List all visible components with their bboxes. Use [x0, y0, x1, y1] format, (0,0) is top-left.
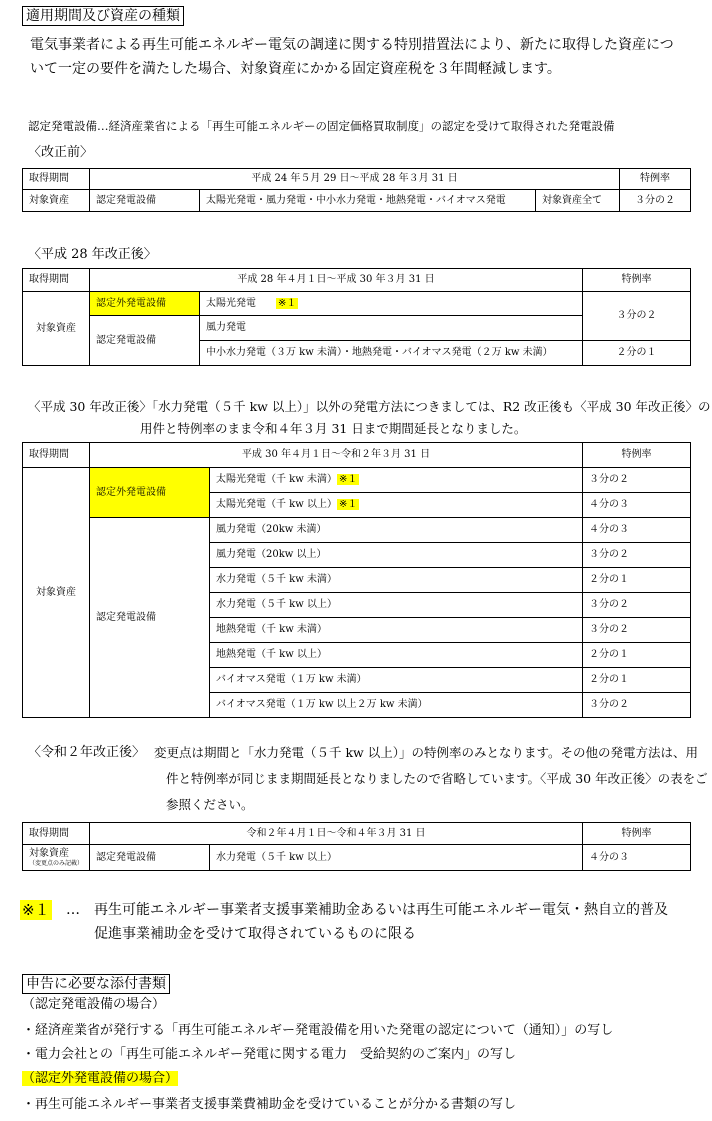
kind-cell: 風力発電 — [200, 316, 583, 341]
non-certified-heading-text: （認定外発電設備の場合） — [22, 1071, 179, 1086]
period-cell: 平成 30 年４月１日〜令和２年３月 31 日 — [90, 443, 583, 468]
non-certified-heading — [22, 1070, 178, 1088]
period-cell: 平成 24 年５月 29 日〜平成 28 年３月 31 日 — [90, 169, 620, 190]
row-header-period: 取得期間 — [23, 823, 90, 845]
note-dots: … — [66, 902, 80, 918]
definition-text: 認定発電設備…経済産業省による「再生可能エネルギーの固定価格買取制度」の認定を受けて取得された発電設備 — [28, 119, 615, 133]
row-header-period: 取得期間 — [23, 269, 90, 292]
note-marker: ※１ — [338, 499, 358, 510]
table-h28-revision — [22, 268, 691, 366]
table2-heading: 〈平成 28 年改正後〉 — [28, 247, 157, 262]
note-line-2: 促進事業補助金を受けて取得されているものに限る — [94, 926, 416, 942]
target-asset-cell: 対象資産 — [23, 468, 90, 718]
row-header-period: 取得期間 — [23, 443, 90, 468]
target-asset-cell: 対象資産 — [23, 292, 90, 366]
rate-cell: ３分の２ — [583, 468, 691, 493]
facility-non-certified-cell: 認定外発電設備 — [90, 468, 210, 518]
table3-heading: 〈平成 30 年改正後〉「水力発電（５千 kw 以上）」以外の発電方法につきましては、R2 改正後も〈平成 30 年改正後〉の — [28, 399, 711, 414]
table1-heading: 〈改正前〉 — [28, 145, 94, 160]
table4-heading: 〈令和２年改正後〉 — [28, 745, 146, 760]
note-marker: ※１ — [338, 474, 358, 485]
certified-heading: （認定発電設備の場合） — [22, 997, 166, 1012]
note-line-1: 再生可能エネルギー事業者支援事業補助金あるいは再生可能エネルギー電気・熱自立的普及 — [94, 902, 668, 918]
kinds-cell: 太陽光発電・風力発電・中小水力発電・地熱発電・バイオマス発電 — [200, 190, 536, 212]
period-cell: 令和２年４月１日〜令和４年３月 31 日 — [90, 823, 583, 845]
rate-header: 特例率 — [583, 443, 691, 468]
period-cell: 平成 28 年４月１日〜平成 30 年３月 31 日 — [90, 269, 583, 292]
table-h30-revision — [22, 442, 691, 718]
facility-cell: 認定発電設備 — [90, 845, 210, 871]
intro-line-1: 電気事業者による再生可能エネルギー電気の調達に関する特別措置法により、新たに取得した資産につ — [30, 37, 674, 53]
rate-cell: ３分の２ — [583, 292, 691, 341]
kind-text: 太陽光発電（千 kw 以上） — [216, 499, 337, 510]
attachment-item-1: ・経済産業省が発行する「再生可能エネルギー発電設備を用いた発電の認定について（通知）」の写し — [22, 1023, 614, 1038]
rate-cell: ４分の３ — [583, 845, 691, 871]
table3-heading-2: 用件と特例率のまま令和４年３月 31 日まで期間延長となりました。 — [140, 421, 527, 436]
kind-text: 太陽光発電（千 kw 未満） — [216, 474, 337, 485]
rate-cell: ３分の２ — [583, 618, 691, 643]
section-title-period: 適用期間及び資産の種類 — [22, 6, 184, 26]
rate-cell: ３分の２ — [583, 543, 691, 568]
kind-text: 太陽光発電 — [206, 297, 256, 309]
rate-cell: ３分の２ — [583, 693, 691, 718]
attachment-item-3: ・再生可能エネルギー事業者支援事業費補助金を受けていることが分かる書類の写し — [22, 1097, 517, 1112]
rate-cell: ３分の２ — [583, 593, 691, 618]
rate-header: 特例率 — [583, 269, 691, 292]
table-before-revision — [22, 168, 691, 212]
rate-cell: ３分の２ — [620, 190, 691, 212]
rate-header: 特例率 — [583, 823, 691, 845]
section-title-attachments: 申告に必要な添付書類 — [22, 974, 170, 994]
kind-cell — [200, 292, 583, 316]
kind-cell: 中小水力発電（３万 kw 未満）・地熱発電・バイオマス発電（２万 kw 未満） — [200, 341, 583, 366]
kind-cell: バイオマス発電（１万 kw 以上２万 kw 未満） — [210, 693, 583, 718]
table4-text-1: 変更点は期間と「水力発電（５千 kw 以上）」の特例率のみとなります。その他の発電方法は、用 — [154, 745, 698, 760]
rate-header: 特例率 — [620, 169, 691, 190]
kind-cell: 水力発電（５千 kw 以上） — [210, 593, 583, 618]
kind-cell — [210, 468, 583, 493]
rate-cell: ２分の１ — [583, 568, 691, 593]
row-header-period: 取得期間 — [23, 169, 90, 190]
kind-cell: 風力発電（20kw 以上） — [210, 543, 583, 568]
kind-cell: 水力発電（５千 kw 以上） — [210, 845, 583, 871]
target-asset-cell: 対象資産 — [23, 190, 90, 212]
attachment-item-2: ・電力会社との「再生可能エネルギー発電に関する電力 受給契約のご案内」の写し — [22, 1047, 517, 1062]
facility-certified-cell: 認定発電設備 — [90, 316, 200, 366]
rate-cell: ２分の１ — [583, 668, 691, 693]
target-asset-subnote: （変更点のみ記載） — [29, 860, 84, 867]
target-asset-cell — [23, 845, 90, 871]
table4-text-2: 件と特例率が同じまま期間延長となりましたので省略しています。〈平成 30 年改正後〉の表をご — [166, 771, 708, 786]
facility-certified-cell: 認定発電設備 — [90, 518, 210, 718]
kind-cell — [210, 493, 583, 518]
note-marker: ※１ — [278, 297, 297, 309]
rate-cell: ４分の３ — [583, 518, 691, 543]
table-r2-revision — [22, 822, 691, 871]
facility-cell: 認定発電設備 — [90, 190, 200, 212]
kind-cell: バイオマス発電（１万 kw 未満） — [210, 668, 583, 693]
rate-cell: ２分の１ — [583, 341, 691, 366]
table4-text-3: 参照ください。 — [166, 797, 254, 812]
kind-cell: 地熱発電（千 kw 未満） — [210, 618, 583, 643]
kind-cell: 風力発電（20kw 未満） — [210, 518, 583, 543]
rate-cell: ２分の１ — [583, 643, 691, 668]
note-key: ※１ — [22, 901, 50, 919]
kind-cell: 水力発電（５千 kw 未満） — [210, 568, 583, 593]
target-asset-text: 対象資産 — [29, 848, 69, 859]
intro-line-2: いて一定の要件を満たした場合、対象資産にかかる固定資産税を３年間軽減します。 — [30, 61, 561, 77]
facility-non-certified-cell: 認定外発電設備 — [90, 292, 200, 316]
kind-cell: 地熱発電（千 kw 以上） — [210, 643, 583, 668]
scope-cell: 対象資産全て — [536, 190, 620, 212]
rate-cell: ４分の３ — [583, 493, 691, 518]
